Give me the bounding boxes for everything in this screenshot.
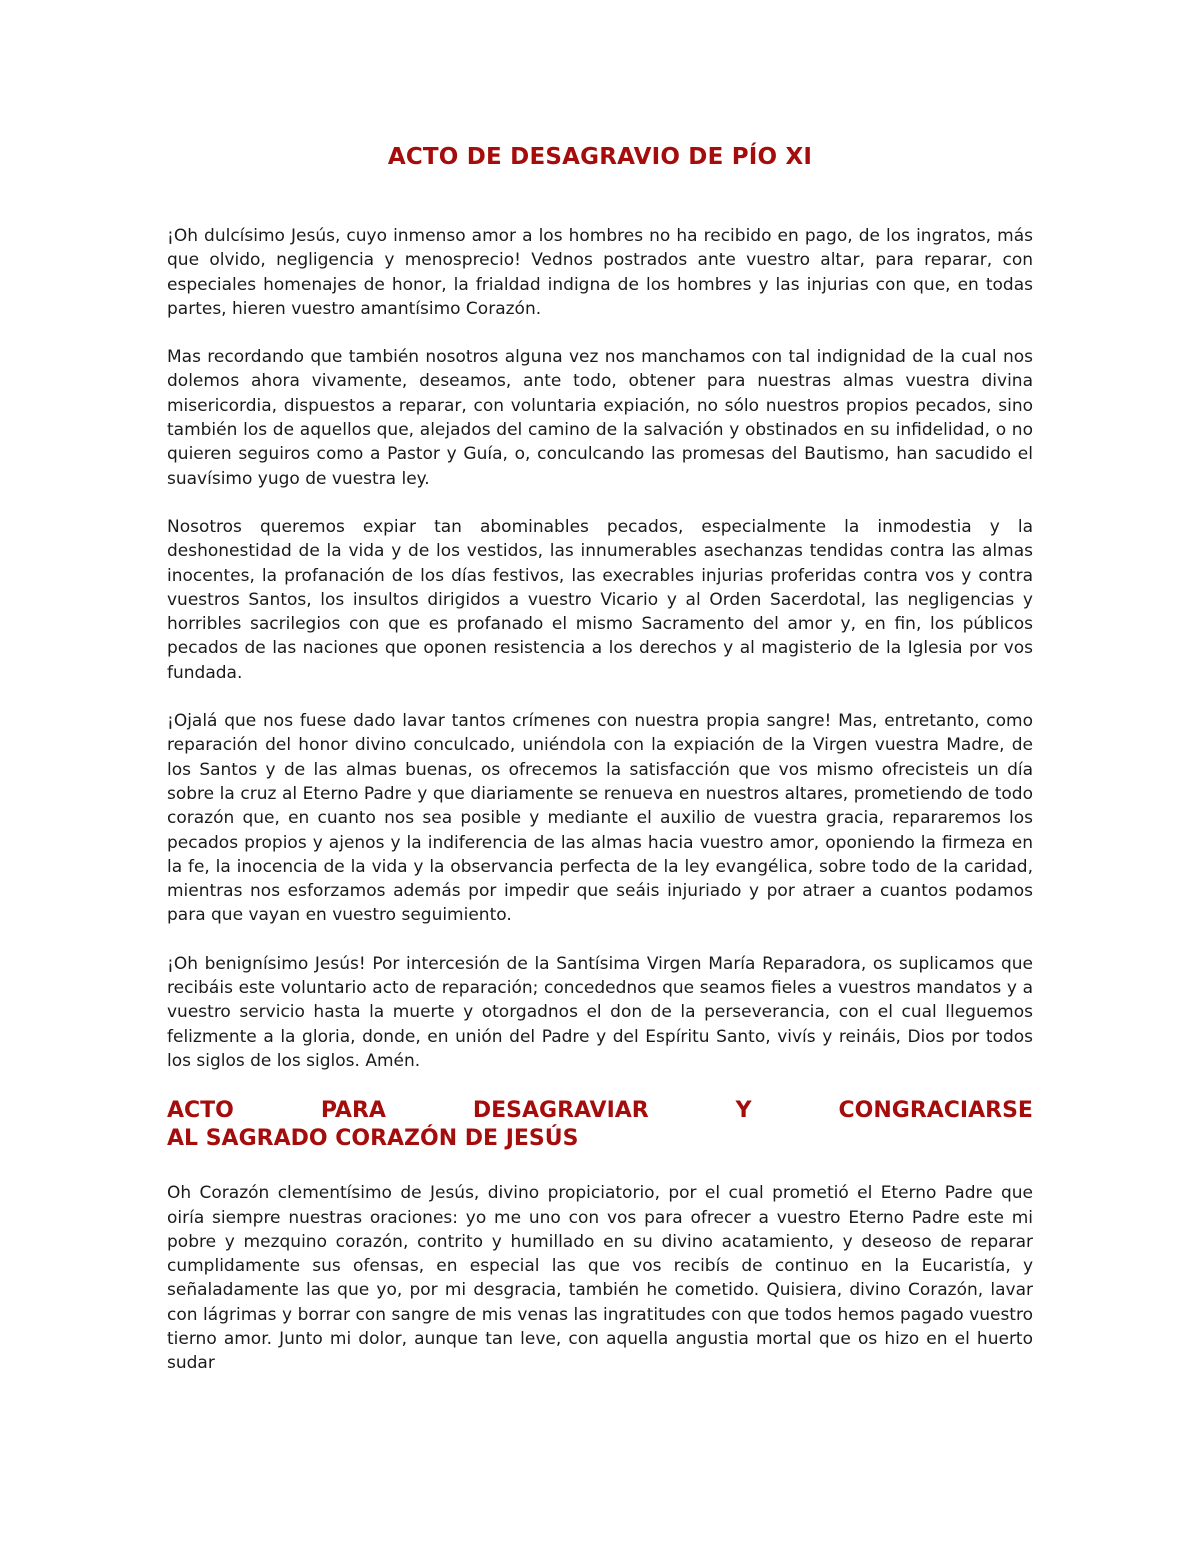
heading-word: PARA bbox=[320, 1098, 386, 1124]
section-heading bbox=[167, 1097, 1033, 1153]
paragraph-4: ¡Ojalá que nos fuese dado lavar tantos crímenes con nuestra propia sangre! Mas, entretanto, como reparación del honor divino conculcado, uniéndola con la expiación de la Virgen vuestra Madre, de los Santos y de las almas buenas, os ofrecemos la satisfacción que vos mismo ofrecisteis un día sobre la cruz al Eterno Padre y que diariamente se renueva en nuestros altares, prometiendo de todo corazón que, en cuanto nos sea posible y mediante el auxilio de vuestra gracia, repararemos los pecados propios y ajenos y la indiferencia de las almas hacia vuestro amor, oponiendo la firmeza en la fe, la inocencia de la vida y la observancia perfecta de la ley evangélica, sobre todo de la caridad, mientras nos esforzamos además por impedir que seáis injuriado y por atraer a cuantos podamos para que vayan en vuestro seguimiento. bbox=[167, 711, 1033, 926]
section-heading-line-2: AL SAGRADO CORAZÓN DE JESÚS bbox=[167, 1126, 579, 1152]
heading-word: ACTO bbox=[167, 1098, 234, 1124]
paragraph-3: Nosotros queremos expiar tan abominables pecados, especialmente la inmodestia y la deshonestidad de la vida y de los vestidos, las innumerables asechanzas tendidas contra las almas inocentes, la profanación de los días festivos, las execrables injurias proferidas contra vos y contra vuestros Santos, los insultos dirigidos a vuestro Vicario y al Orden Sacerdotal, las negligencias y horribles sacrilegios con que es profanado el mismo Sacramento del amor y, en fin, los públicos pecados de las naciones que oponen resistencia a los derechos y al magisterio de la Iglesia por vos fundada. bbox=[167, 516, 1033, 683]
paragraph-5: ¡Oh benignísimo Jesús! Por intercesión de la Santísima Virgen María Reparadora, os suplicamos que recibáis este voluntario acto de reparación; concedednos que seamos fieles a vuestros mandatos y a vuestro servicio hasta la muerte y otorgadnos el don de la perseverancia, con el cual lleguemos felizmente a la gloria, donde, en unión del Padre y del Espíritu Santo, vivís y reináis, Dios por todos los siglos de los siglos. Amén. bbox=[167, 953, 1033, 1071]
document-page bbox=[167, 140, 1033, 1376]
section-heading-line-1 bbox=[167, 1097, 1033, 1125]
section-paragraph: Oh Corazón clementísimo de Jesús, divino propiciatorio, por el cual prometió el Eterno Padre que oiría siempre nuestras oraciones: yo me uno con vos para ofrecer a vuestro Eterno Padre este mi pobre y mezquino corazón, contrito y humillado en su divino acatamiento, y deseoso de reparar cumplidamente sus ofensas, en especial las que vos recibís de continuo en la Eucaristía, y señaladamente las que yo, por mi desgracia, también he cometido. Quisiera, divino Corazón, lavar con lágrimas y borrar con sangre de mis venas las ingratitudes con que todos hemos pagado vuestro tierno amor. Junto mi dolor, aunque tan leve, con aquella angustia mortal que os hizo en el huerto sudar bbox=[167, 1183, 1033, 1374]
document-title: ACTO DE DESAGRAVIO DE PÍO XI bbox=[387, 144, 813, 170]
heading-word: Y bbox=[735, 1098, 752, 1124]
paragraph-1: ¡Oh dulcísimo Jesús, cuyo inmenso amor a los hombres no ha recibido en pago, de los ingratos, más que olvido, negligencia y menosprecio! Vednos postrados ante vuestro altar, para reparar, con especiales homenajes de honor, la frialdad indigna de los hombres y las injurias con que, en todas partes, hieren vuestro amantísimo Corazón. bbox=[167, 226, 1033, 319]
paragraph-2: Mas recordando que también nosotros alguna vez nos manchamos con tal indignidad de la cual nos dolemos ahora vivamente, deseamos, ante todo, obtener para nuestras almas vuestra divina misericordia, dispuestos a reparar, con voluntaria expiación, no sólo nuestros propios pecados, sino también los de aquellos que, alejados del camino de la salvación y obstinados en su infidelidad, o no quieren seguiros como a Pastor y Guía, o, conculcando las promesas del Bautismo, han sacudido el suavísimo yugo de vuestra ley. bbox=[167, 347, 1033, 489]
heading-word: DESAGRAVIAR bbox=[472, 1098, 649, 1124]
heading-word: CONGRACIARSE bbox=[838, 1098, 1033, 1124]
